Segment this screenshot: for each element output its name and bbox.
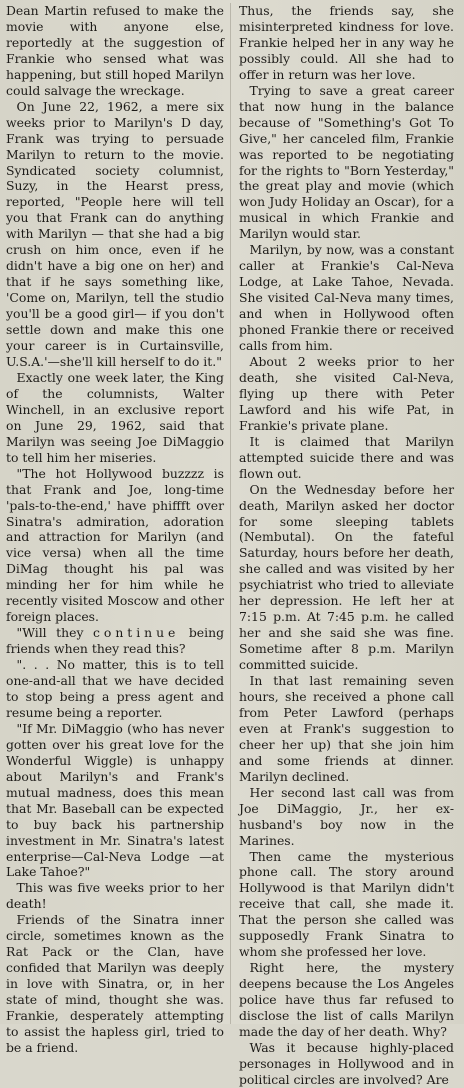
paragraph: On the Wednesday before her death, Marilyn asked her doctor for some sleeping tablets (Nembutal). On the fateful Saturday, hours before her death, she called and was visited by her psychiatrist who tried to alleviate her depression. He left her at 7:15 p.m. At 7:45 p.m. he called her and she said she was fine. Sometime after 8 p.m. Marilyn committed suicide.: [239, 481, 454, 673]
paragraph: ". . . No matter, this is to tell one-and-all that we have decided to stop being a press agent and resume being a reporter.: [6, 657, 224, 720]
paragraph: Dean Martin refused to make the movie with anyone else, reportedly at the suggestion of Frankie who sensed what was happening, but still hoped Marilyn could salvage the wreckage.: [6, 3, 224, 98]
paragraph: About 2 weeks prior to her death, she visited Cal-Neva, flying up there with Peter Lawford and his wife Pat, in Frankie's private plane.: [239, 353, 454, 433]
paragraph: "The hot Hollywood buzzzz is that Frank and Joe, long-time 'pals-to-the-end,' have phiffft over Sinatra's admiration, adoration and attraction for Marilyn (and vice versa) when all the time DiMag thought his pal was minding her for him while he recently visited Moscow and other foreign places.: [6, 465, 224, 625]
paragraph: Then came the mysterious phone call. The story around Hollywood is that Marilyn didn't receive that call, she made it. That the person she called was supposedly Frank Sinatra to whom she professed her love.: [239, 848, 454, 960]
text-run-spaced: continue: [92, 625, 180, 641]
right-column: [230, 3, 454, 1087]
paragraph: Thus, the friends say, she misinterpreted kindness for love. Frankie helped her in any way he possibly could. All she had to offer in return was her love.: [239, 3, 454, 82]
article-columns: [6, 3, 458, 1087]
paragraph: In that last remaining seven hours, she received a phone call from Peter Lawford (perhaps even at Frank's suggestion to cheer her up) that she join him and some friends at dinner. Marilyn declined.: [239, 673, 454, 784]
paragraph: Marilyn, by now, was a constant caller at Frankie's Cal-Neva Lodge, at Lake Tahoe, Nevada. She visited Cal-Neva many times, and when in Hollywood often phoned Frankie there or received calls from him.: [239, 242, 454, 354]
paragraph: Trying to save a great career that now hung in the balance because of "Something's Got To Give," her canceled film, Frankie was reported to be negotiating for the rights to "Born Yesterday," the great play and movie (which won Judy Holiday an Oscar), for a musical in which Frankie and Marilyn would star.: [239, 82, 454, 242]
paragraph: Was it because highly-placed personages in Hollywood and in political circles are involved? Are: [239, 1039, 454, 1087]
paragraph: Her second last call was from Joe DiMaggio, Jr., her ex-husband's boy now in the Marines.: [239, 784, 454, 848]
left-column: [6, 3, 230, 1055]
paragraph: Exactly one week later, the King of the columnists, Walter Winchell, in an exclusive report on June 29, 1962, said that Marilyn was seeing Joe DiMaggio to tell him her miseries.: [6, 369, 224, 465]
paragraph: This was five weeks prior to her death!: [6, 880, 224, 912]
paragraph: On June 22, 1962, a mere six weeks prior to Marilyn's D day, Frank was trying to persuade Marilyn to return to the movie. Syndicated society columnist, Suzy, in the Hearst press, reported, "People here will tell you that Frank can do anything with Marilyn — that she had a big crush on him once, even if he didn't have a big one on her) and that if he says something like, 'Come on, Marilyn, tell the studio you'll be a good girl— if you don't settle down and make this one your career is in Curtainsville, U.S.A.'—she'll kill herself to do it.": [6, 98, 224, 369]
paragraph: Right here, the mystery deepens because the Los Angeles police have thus far refused to disclose the list of calls Marilyn made the day of her death. Why?: [239, 960, 454, 1039]
text-run: being friends when they read this?: [6, 625, 225, 657]
paragraph: "If Mr. DiMaggio (who has never gotten over his great love for the Wonderful Wiggle) is unhappy about Marilyn's and Frank's mutual madness, does this mean that Mr. Baseball can be expected to buy back his partnership investment in Mr. Sinatra's latest enterprise—Cal-Neva Lodge —at Lake Tahoe?": [6, 720, 224, 880]
paragraph: It is claimed that Marilyn attempted suicide there and was flown out.: [239, 433, 454, 481]
paragraph: [6, 625, 224, 657]
text-run: "Will they: [16, 625, 93, 641]
paragraph: Friends of the Sinatra inner circle, sometimes known as the Rat Pack or the Clan, have confided that Marilyn was deeply in love with Sinatra, or, in her state of mind, thought she was. Frankie, desperately attempting to assist the hapless girl, tried to be a friend.: [6, 912, 224, 1055]
